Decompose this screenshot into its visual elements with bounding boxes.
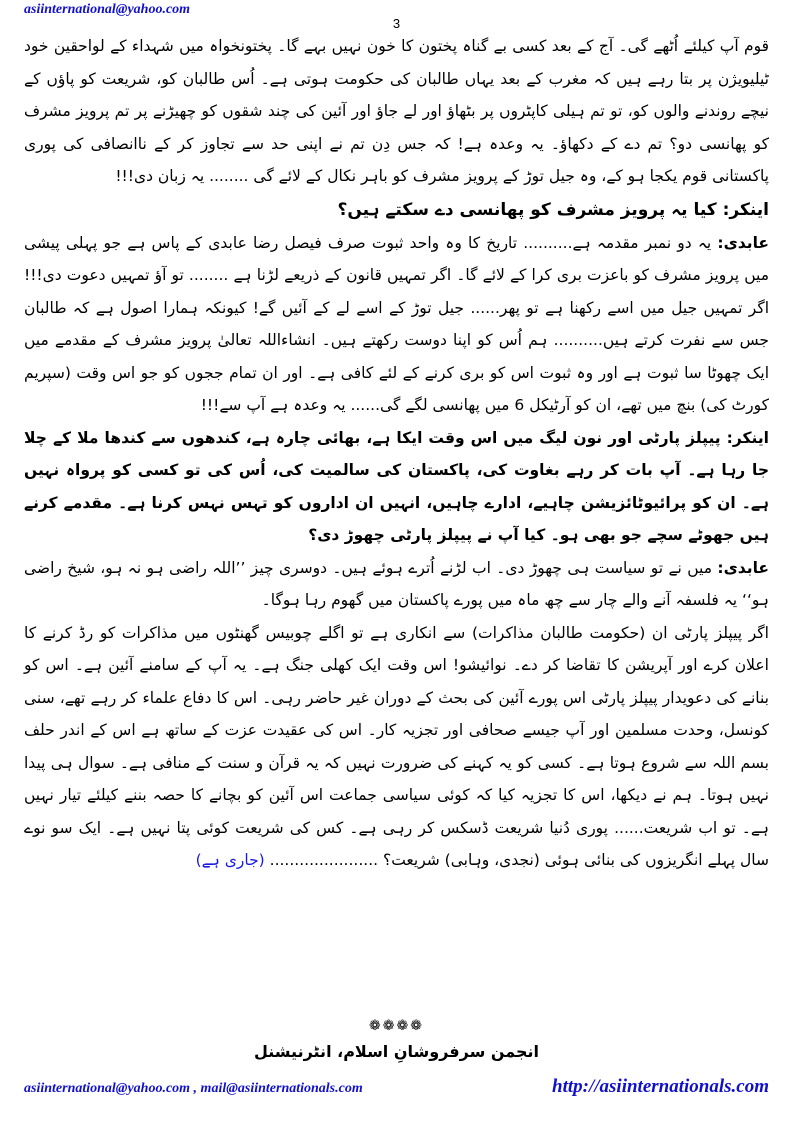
paragraph-anchor-2 [24, 422, 769, 552]
continued-label: (جاری ہے) [195, 851, 265, 869]
speaker-label-anchor: اینکر: [722, 199, 769, 220]
speaker-label-abidi: عابدی: [717, 558, 769, 577]
speaker-label-abidi: عابدی: [717, 233, 769, 252]
header-email[interactable]: asiinternational@yahoo.com [24, 2, 191, 17]
footer-emails[interactable]: asiinternational@yahoo.com , mail@asiinternationals.com [24, 1081, 363, 1096]
paragraph-abidi-2 [24, 552, 769, 617]
paragraph-1: قوم آپ کیلئے اُٹھے گی۔ آج کے بعد کسی بے گناہ پختون کا خون نہیں بہے گا۔ پختونخواہ میں شہداء کے لواحقین خود ٹیلیویژن پر بتا رہے ہیں کہ مغرب کے بعد یہاں طالبان کی حکومت ہوتی ہے۔ اُس طالبان کو، شریعت کو پاؤں کے نیچے روندنے والوں کو، تو تم ہیلی کاپٹروں پر بٹھاؤ اور لے جاؤ اور آئین کی چند شقوں کو چھیڑنے پر تم پرویز مشرف کو پھانسی دو؟ تم دے کے دکھاؤ۔ یہ وعدہ ہے! کہ جس دِن تم نے اپنی حد سے تجاوز کر کے ناانصافی کی پوری پاکستانی قوم یکجا ہو کے، وہ جیل توڑ کے پرویز مشرف کو باہر نکال کے لائے گی ........ یہ زبان دی!!! [24, 37, 769, 185]
page-number: 3 [392, 16, 401, 31]
anchor-question-heading [24, 193, 769, 227]
paragraph-text: پیپلز پارٹی اور نون لیگ میں اس وقت ایکا ہے، بھائی چارہ ہے، کندھوں سے کندھا ملا کے چلا جا رہا ہے۔ آپ بات کر رہے بغاوت کی، پاکستان کی سالمیت کی، اُس کی تو کسی کو پرواہ نہیں ہے۔ ان کو پرائیوٹائزیشن چاہیے، ادارے چاہیں، انہیں ان اداروں کو تہس نہس کرنا ہے۔ مقدمے کرنے ہیں جھوٹے سچے جو بھی ہو۔ کیا آپ نے پیپلز پارٹی چھوڑ دی؟ [24, 428, 769, 544]
paragraph-text: اگر پیپلز پارٹی ان (حکومت طالبان مذاکرات) سے انکاری ہے تو اگلے چوبیس گھنٹوں میں مذاکرات کو رڈ کرنے کا اعلان کرے اور آپریشن کا تقاضا کر دے۔ نوائیشو! اس وقت ایک کھلی جنگ ہے۔ یہ آپ کے سامنے آئین ہے۔ اس کو بنانے کی دعویدار پیپلز پارٹی اس پورے آئین کی بحث کے دوران غیر حاضر رہی۔ اس کا دفاع علماء کر رہے تھے، سنی کونسل، وحدت مسلمین اور آپ جیسے صحافی اور تجزیہ کار۔ اس کی عقیدت عزت کے ساتھ ہے اس کے اندر حلف بسم اللہ سے شروع ہوتا ہے۔ کسی کو یہ کہنے کی ضرورت نہیں کہ یہ قرآن و سنت کے منافی ہے۔ سوال ہی پیدا نہیں ہوتا۔ ہم نے دیکھا، اس کا تجزیہ کیا کہ کوئی سیاسی جماعت اس آئین کو بچانے کا حصہ بننے کیلئے تیار نہیں ہے۔ تو اب شریعت...... پوری دُنیا شریعت ڈسکس کر رہی ہے۔ کس کی شریعت کوئی پتا نہیں ہے۔ ایک سو نوے سال پہلے انگریزوں کی بنائی ہوئی (نجدی، وہابی) شریعت؟ ...................... [24, 623, 769, 869]
paragraph-text: یہ دو نمبر مقدمہ ہے.......... تاریخ کا وہ واحد ثبوت صرف فیصل رضا عابدی کے پاس ہے جو پہلی پیشی میں پرویز مشرف کو باعزت بری کرا کے لائے گا۔ اگر تمہیں قانون کے ذریعے لڑنا ہے ........ تو آؤ تمہیں دعوت دی!!! اگر تمہیں جیل میں اسے رکھنا ہے تو پھر...... جیل توڑ کے اسے لے کے آئیں گے! کیونکہ ہمارا اصول ہے کہ طالبان جس سے نفرت کرتے ہیں.......... ہم اُس کو اپنا دوست رکھتے ہیں۔ انشاءاللہ تعالیٰ پرویز مشرف کے مقدمے میں ایک چھوٹا سا ثبوت ہے اور وہ ثبوت اس کو بری کرنے کے لئے کافی ہے۔ اور ان تمام ججوں کو جو اس وقت (سپریم کورٹ کی) بنچ میں تھے، ان کو آرٹیکل 6 میں پھانسی لگے گی...... یہ وعدہ ہے آپ سے!!! [24, 233, 769, 414]
speaker-label-anchor: اینکر: [726, 428, 769, 447]
question-text: کیا یہ پرویز مشرف کو پھانسی دے سکتے ہیں؟ [337, 199, 717, 220]
article-body [24, 30, 769, 877]
paragraph-text: میں نے تو سیاست ہی چھوڑ دی۔ اب لڑنے اُترے ہوئے ہیں۔ دوسری چیز ’’اللہ راضی ہو نہ ہو، شیخ راضی ہو‘‘ یہ فلسفہ آنے والے چار سے چھ ماہ میں پورے پاکستان میں گھوم رہا ہوگا۔ [24, 558, 769, 609]
ornament-divider-icon: ❁❁❁❁ [369, 1018, 424, 1034]
paragraph-5 [24, 617, 769, 877]
footer-organization: انجمن سرفروشانِ اسلام، انٹرنیشنل [253, 1042, 540, 1061]
footer-url-link[interactable]: http://asiinternationals.com [552, 1076, 769, 1097]
paragraph-abidi-1 [24, 227, 769, 422]
